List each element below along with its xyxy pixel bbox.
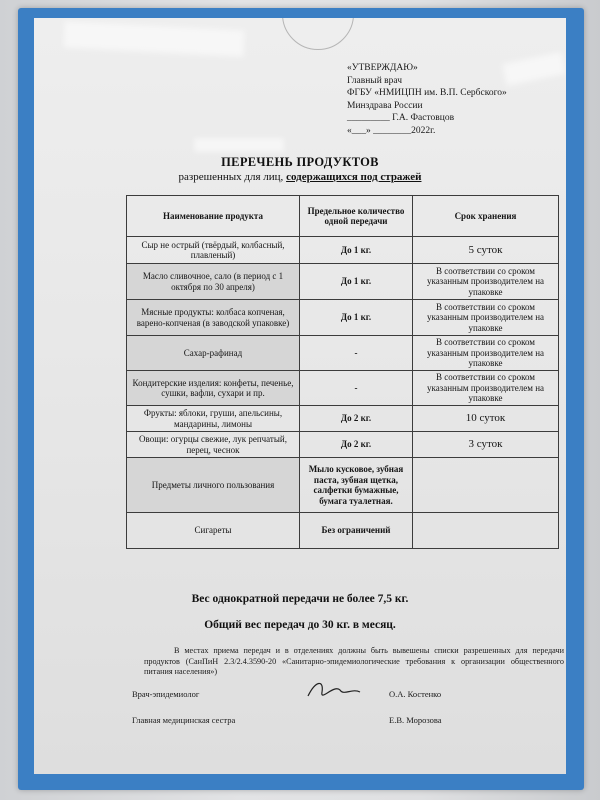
approval-block (347, 62, 566, 137)
glare (63, 21, 244, 56)
sleeve-notch (282, 18, 354, 50)
single-weight-limit: Вес однократной передачи не более 7,5 кг. (191, 593, 409, 605)
header-quantity: Предельное количество одной передачи (300, 196, 413, 237)
cell-product: Овощи: огурцы свежие, лук репчатый, перец, чеснок (127, 432, 300, 458)
cell-product: Сигареты (127, 513, 300, 549)
handwritten-signature (304, 678, 364, 704)
cell-shelf-life: В соответствии со сроком указанным производителем на упаковке (413, 264, 559, 300)
document-subtitle (34, 171, 566, 183)
table-row (127, 513, 559, 549)
cell-shelf-life: В соответствии со сроком указанным производителем на упаковке (413, 371, 559, 406)
approval-line: Минздрава России (347, 100, 423, 111)
glare (194, 138, 284, 152)
cell-product: Фрукты: яблоки, груши, апельсины, мандарины, лимоны (127, 406, 300, 432)
approval-line: _________ Г.А. Фастовцов (347, 113, 455, 123)
cell-quantity: До 1 кг. (300, 300, 413, 336)
signature-role: Главная медицинская сестра (132, 715, 236, 725)
cell-shelf-life: В соответствии со сроком указанным производителем на упаковке (413, 300, 559, 336)
cell-product: Масло сливочное, сало (в период с 1 октября по 30 апреля) (127, 264, 300, 300)
cell-quantity: Мыло кусковое, зубная паста, зубная щетка, салфетки бумажные, бумага туалетная. (300, 458, 413, 513)
subtitle-text: разрешенных для лиц, (178, 171, 287, 183)
approval-line: Главный врач (347, 75, 402, 86)
cell-product: Кондитерские изделия: конфеты, печенье, сушки, вафли, сухари и пр. (127, 371, 300, 406)
cell-quantity: До 2 кг. (300, 406, 413, 432)
cell-shelf-life: 5 суток (413, 237, 559, 264)
cell-quantity: До 2 кг. (300, 432, 413, 458)
cell-shelf-life: 3 суток (413, 432, 559, 458)
table-row (127, 432, 559, 458)
monthly-weight-limit: Общий вес передач до 30 кг. в месяц. (204, 619, 396, 631)
cell-product: Сыр не острый (твёрдый, колбасный, плавленый) (127, 237, 300, 264)
cell-quantity: Без ограничений (300, 513, 413, 549)
header-shelf-life: Срок хранения (413, 196, 559, 237)
signature-name: Е.В. Морозова (389, 715, 442, 725)
header-product: Наименование продукта (127, 196, 300, 237)
table-row (127, 264, 559, 300)
document-sheet (34, 18, 566, 774)
posting-note: В местах приема передач и в отделениях должны быть вывешены списки разрешенных для передачи продуктов (СанПиН 2.3/2.4.3590-20 «Санитарно-эпидемиологические требования к организации общественного питания населения») (144, 646, 564, 676)
table-row (127, 406, 559, 432)
cell-quantity: - (300, 336, 413, 371)
cell-shelf-life (413, 458, 559, 513)
signature-name: О.А. Костенко (389, 689, 442, 699)
table-row (127, 458, 559, 513)
cell-product: Сахар-рафинад (127, 336, 300, 371)
cell-product: Предметы личного пользования (127, 458, 300, 513)
approval-line: ФГБУ «НМИЦПН им. В.П. Сербского» (347, 88, 507, 98)
cell-shelf-life (413, 513, 559, 549)
subtitle-underlined: содержащихся под стражей (286, 171, 422, 183)
cell-quantity: До 1 кг. (300, 237, 413, 264)
table-row (127, 371, 559, 406)
products-table (126, 195, 559, 549)
cell-quantity: До 1 кг. (300, 264, 413, 300)
table-header-row (127, 196, 559, 237)
table-row (127, 300, 559, 336)
approval-line: «___» ________2022г. (347, 125, 436, 136)
table-row (127, 336, 559, 371)
signature-role: Врач-эпидемиолог (132, 689, 200, 699)
cell-quantity: - (300, 371, 413, 406)
cell-shelf-life: 10 суток (413, 406, 559, 432)
approval-line: «УТВЕРЖДАЮ» (347, 63, 418, 73)
cell-shelf-life: В соответствии со сроком указанным производителем на упаковке (413, 336, 559, 371)
cell-product: Мясные продукты: колбаса копченая, варено-копченая (в заводской упаковке) (127, 300, 300, 336)
table-row (127, 237, 559, 264)
document-title: ПЕРЕЧЕНЬ ПРОДУКТОВ (221, 155, 379, 169)
